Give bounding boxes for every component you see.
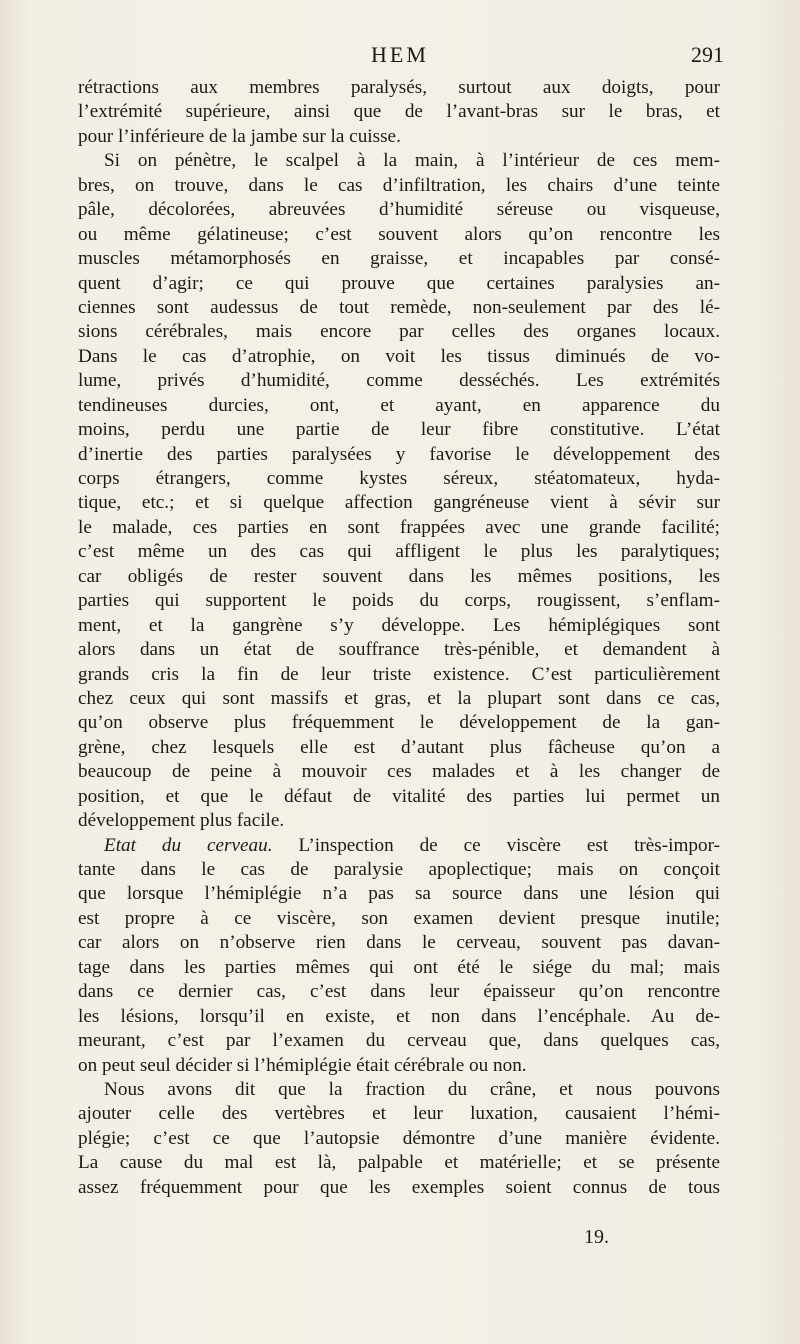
text-line: développement plus facile. (78, 810, 285, 832)
text-line: que lorsque l’hémiplégie n’a pas sa source dans une lésion qui (78, 883, 720, 905)
text-line: La cause du mal est là, palpable et matérielle; et se présente (78, 1152, 720, 1174)
text-line: grands cris la fin de leur triste existence. C’est particulièrement (78, 663, 720, 685)
text-line: c’est même un des cas qui affligent le plus les paralytiques; (78, 541, 720, 563)
text-line: pâle, décolorées, abreuvées d’humidité séreuse ou visqueuse, (78, 199, 720, 221)
text-line: car alors on n’observe rien dans le cerveau, souvent pas davan- (78, 932, 720, 954)
printer-signature: 19. (584, 1226, 609, 1248)
page-header (76, 42, 724, 74)
text-line: est propre à ce viscère, son examen devient presque inutile; (78, 907, 720, 929)
text-line: le malade, ces parties en sont frappées avec une grande facilité; (78, 516, 720, 538)
text-line: bres, on trouve, dans le cas d’infiltration, les chairs d’une teinte (78, 174, 720, 196)
text-line: ciennes sont audessus de tout remède, non-seulement par des lé- (78, 296, 720, 318)
text-line: pour l’inférieure de la jambe sur la cuisse. (78, 125, 401, 147)
text-line: muscles métamorphosés en graisse, et incapables par consé- (78, 248, 720, 270)
text-line: assez fréquemment pour que les exemples soient connus de tous (78, 1176, 720, 1198)
text-line: sions cérébrales, mais encore par celles des organes locaux. (78, 321, 720, 343)
page-number: 291 (691, 42, 724, 67)
text-line: tage dans les parties mêmes qui ont été le siége du mal; mais (78, 956, 720, 978)
text-line: d’inertie des parties paralysées y favorise le développement des (78, 443, 720, 465)
text-line: corps étrangers, comme kystes séreux, stéatomateux, hyda- (78, 468, 720, 489)
body-text (78, 76, 720, 1200)
section-heading-line (78, 834, 720, 858)
text-line: ment, et la gangrène s’y développe. Les hémiplégiques sont (78, 614, 720, 636)
text-line: qu’on observe plus fréquemment le développement de la gan- (78, 712, 720, 734)
text-line: l’extrémité supérieure, ainsi que de l’avant-bras sur le bras, et (78, 101, 720, 123)
text-line: tante dans le cas de paralysie apoplectique; mais on conçoit (78, 859, 720, 880)
text-line: alors dans un état de souffrance très-pénible, et demandent à (78, 639, 720, 661)
running-head: HEM (371, 42, 429, 67)
text-line: on peut seul décider si l’hémiplégie était cérébrale ou non. (78, 1054, 527, 1076)
text-line: Si on pénètre, le scalpel à la main, à l’intérieur de ces mem- (104, 150, 720, 172)
text-line: meurant, c’est par l’examen du cerveau que, dans quelques cas, (78, 1030, 720, 1052)
text-line: beaucoup de peine à mouvoir ces malades et à les changer de (78, 761, 720, 783)
text-line: Dans le cas d’atrophie, on voit les tissus diminués de vo- (78, 345, 720, 367)
text-line: car obligés de rester souvent dans les mêmes positions, les (78, 565, 720, 587)
text-line: ou même gélatineuse; c’est souvent alors qu’on rencontre les (78, 223, 720, 245)
text-line: moins, perdu une partie de leur fibre constitutive. L’état (78, 419, 720, 441)
text-line: dans ce dernier cas, c’est dans leur épaisseur qu’on rencontre (78, 981, 720, 1003)
text-line: quent d’agir; ce qui prouve que certaines paralysies an- (78, 272, 720, 294)
text-line: parties qui supportent le poids du corps, rougissent, s’enflam- (78, 590, 720, 612)
text-line: position, et que le défaut de vitalité des parties lui permet un (78, 785, 720, 807)
text-line: ajouter celle des vertèbres et leur luxation, causaient l’hémi- (78, 1103, 720, 1125)
text-line: tique, etc.; et si quelque affection gangréneuse vient à sévir sur (78, 492, 720, 514)
section-heading-continuation: L’inspection de ce viscère est très-impor- (272, 834, 720, 856)
text-line: grène, chez lesquels elle est d’autant plus fâcheuse qu’on a (78, 736, 720, 758)
text-line: chez ceux qui sont massifs et gras, et la plupart sont dans ce cas, (78, 687, 720, 709)
text-line: rétractions aux membres paralysés, surtout aux doigts, pour (78, 77, 720, 98)
text-line: lume, privés d’humidité, comme desséchés. Les extrémités (78, 370, 720, 392)
text-line: les lésions, lorsqu’il en existe, et non dans l’encéphale. Au de- (78, 1005, 720, 1027)
text-line: Nous avons dit que la fraction du crâne, et nous pouvons (104, 1078, 720, 1100)
section-heading: Etat du cerveau. (104, 834, 273, 856)
text-line: plégie; c’est ce que l’autopsie démontre d’une manière évidente. (78, 1127, 720, 1149)
text-line: tendineuses durcies, ont, et ayant, en apparence du (78, 394, 720, 416)
